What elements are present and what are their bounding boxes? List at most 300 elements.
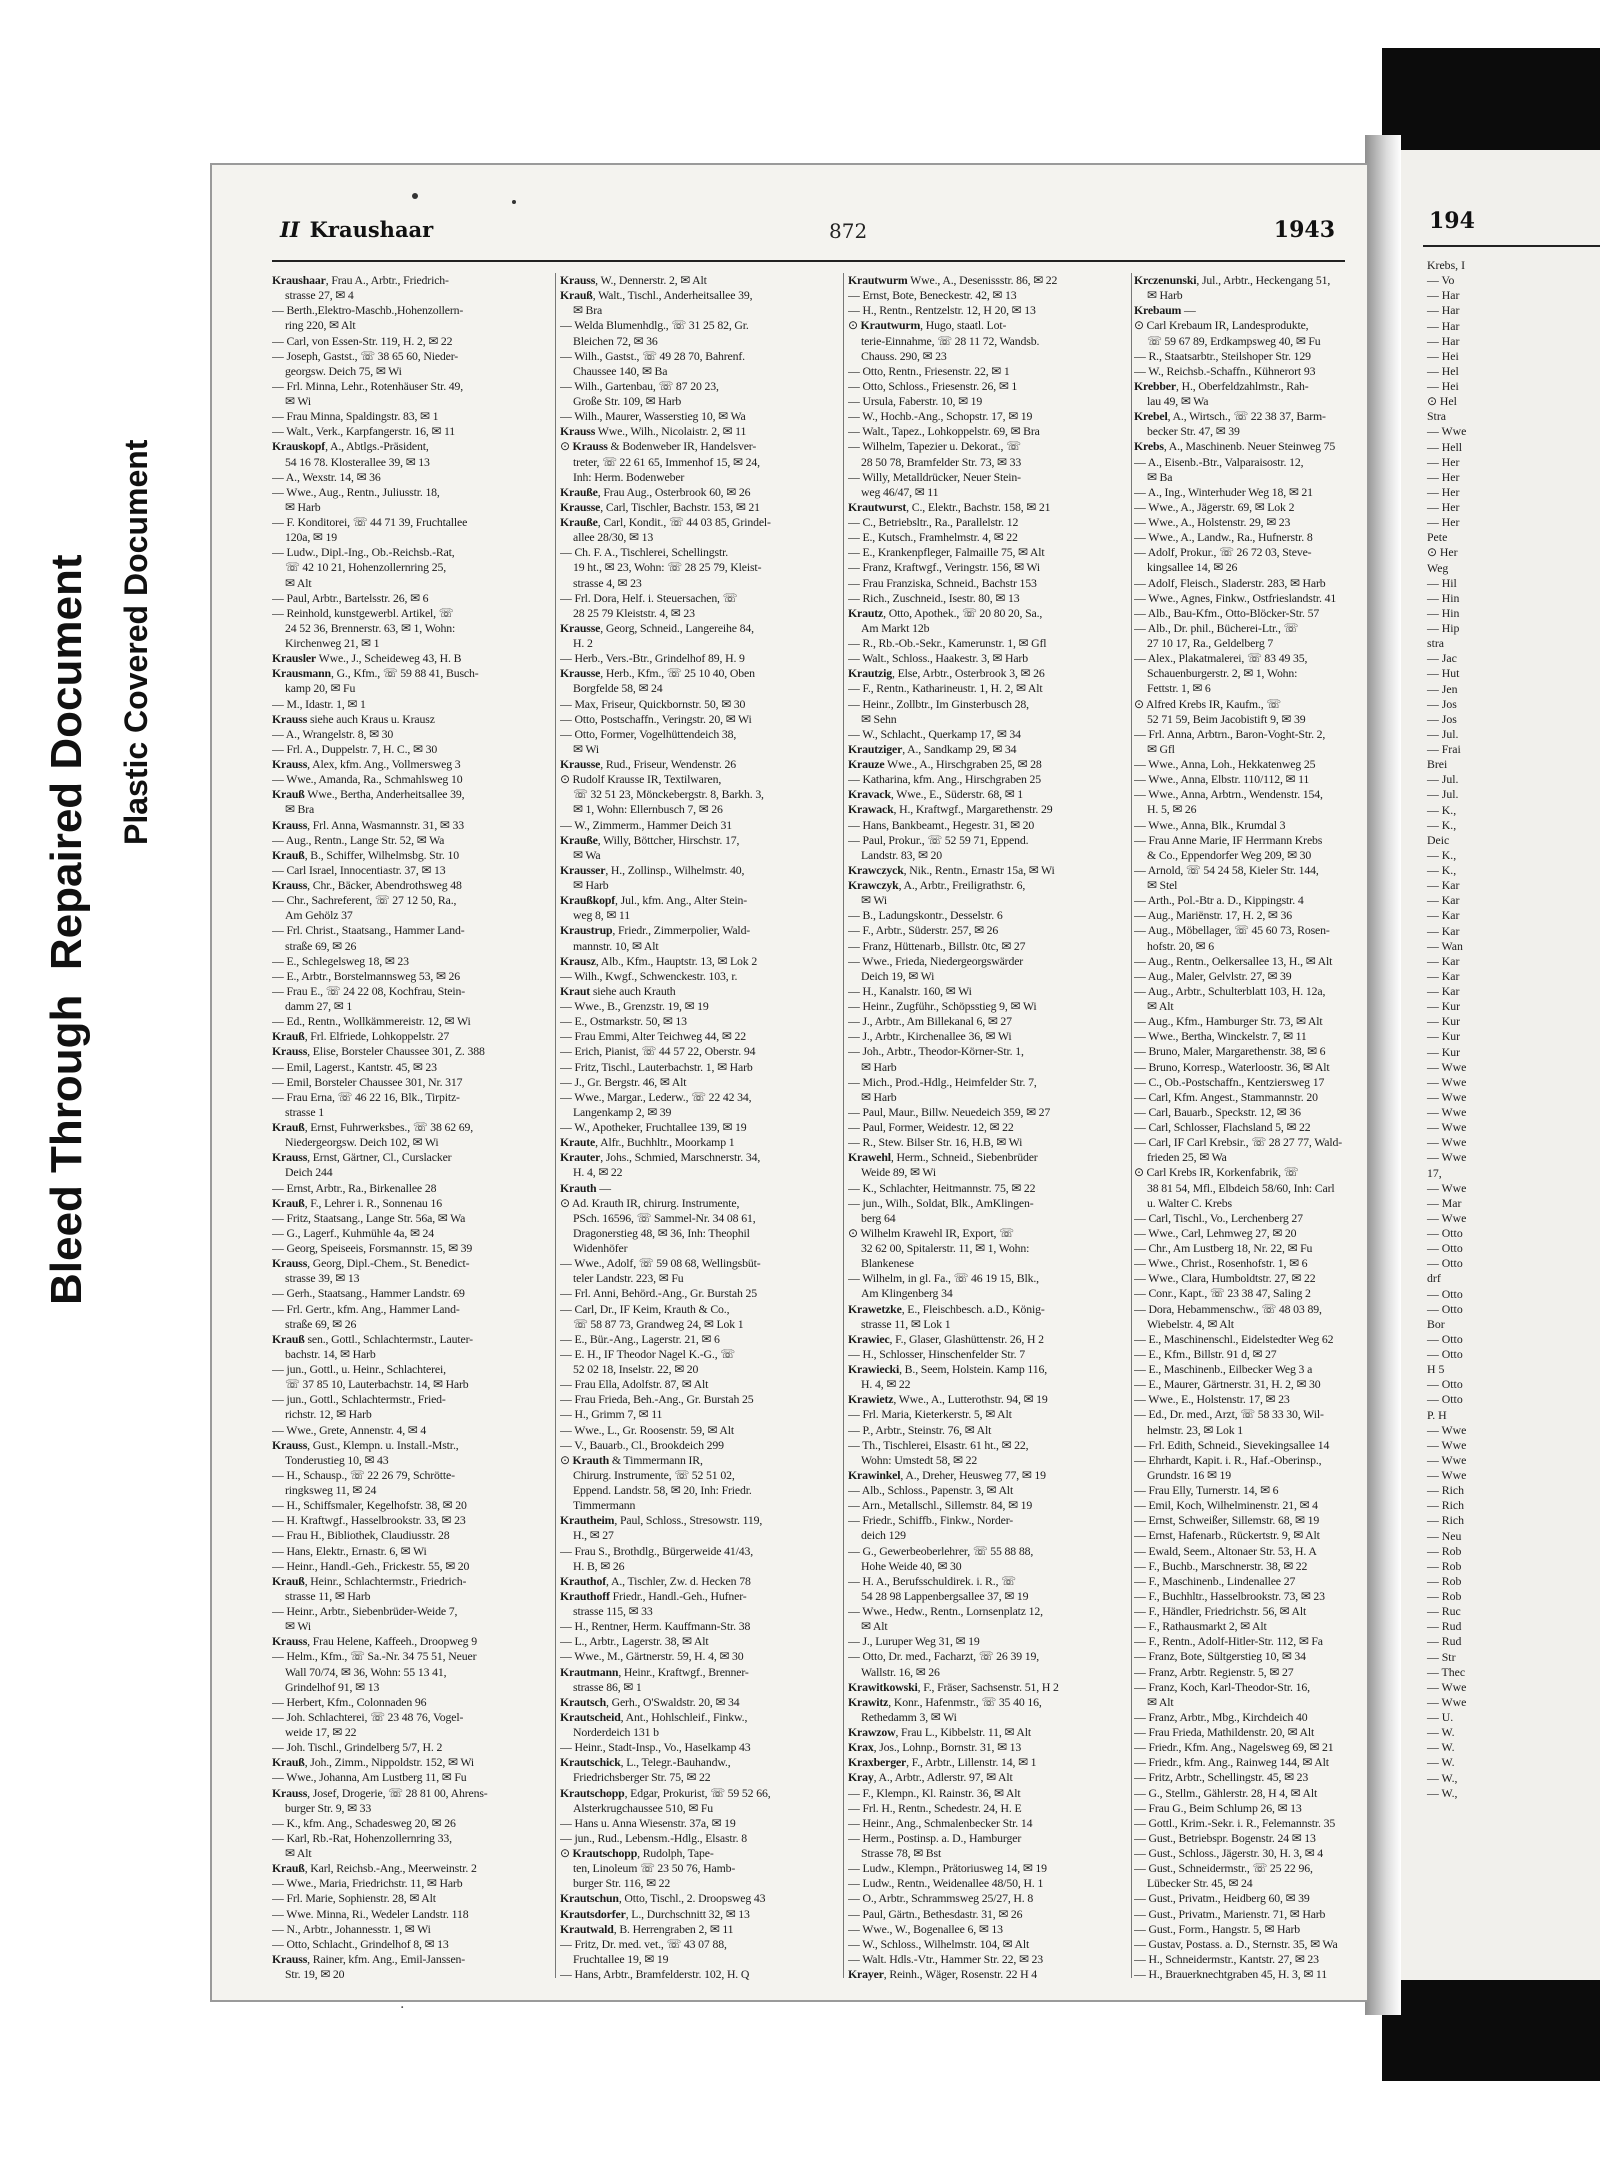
adjacent-page-line: — Kar [1427, 893, 1460, 908]
directory-line: — Hans, Arbtr., Bramfelderstr. 102, H. Q [560, 1967, 750, 1981]
directory-line: — H., Rentn., Rentzelstr. 12, H 20, ✉ 13 [848, 303, 1036, 318]
directory-line: treter, ☏ 22 61 65, Immenhof 15, ✉ 24, [573, 454, 760, 469]
directory-line: — Frau Elly, Turnerstr. 14, ✉ 6 [1134, 1483, 1279, 1497]
directory-line: — Carl Israel, Innocentiastr. 37, ✉ 13 [272, 862, 446, 877]
directory-line: — Carl, Schlosser, Flachsland 5, ✉ 22 [1134, 1120, 1311, 1134]
adjacent-page-line: — Hin [1427, 590, 1460, 605]
directory-line: — Franz, Hüttenarb., Billstr. 0tc, ✉ 27 [848, 938, 1026, 953]
directory-line: 28 50 78, Bramfelder Str. 73, ✉ 33 [861, 454, 1022, 469]
directory-line: — H., Schneidermstr., Kantstr. 27, ✉ 23 [1134, 1951, 1319, 1966]
directory-line: — Heinr., Ang., Schmalenbecker Str. 14 [848, 1815, 1033, 1830]
adjacent-page-line: — Wwe [1427, 1089, 1467, 1104]
directory-line: — Frl. H., Rentn., Schedestr. 24, H. E [848, 1800, 1022, 1815]
adjacent-page-line: — W., [1427, 1785, 1458, 1800]
directory-line: Krautsdorfer, L., Durchschnitt 32, ✉ 13 [560, 1906, 750, 1921]
directory-line: — W., Schlacht., Querkamp 17, ✉ 34 [848, 726, 1021, 741]
directory-line: — Frau Emmi, Alter Teichweg 44, ✉ 22 [560, 1029, 746, 1044]
header-keyword: Kraushaar [309, 217, 434, 242]
directory-line: deich 129 [861, 1528, 906, 1543]
directory-line: — J., Gr. Bergstr. 46, ✉ Alt [560, 1074, 687, 1089]
directory-line: — Reinhold, kunstgewerbl. Artikel, ☏ [272, 605, 454, 620]
directory-line: — Ludw., Dipl.-Ing., Ob.-Reichsb.-Rat, [272, 545, 455, 560]
directory-line: 52 02 18, Inselstr. 22, ✉ 20 [573, 1362, 699, 1376]
directory-line: Krauthoff Friedr., Handl.-Geh., Hufner- [560, 1588, 747, 1603]
directory-line: — Gust., Schloss., Jägerstr. 30, H. 3, ✉ 4 [1134, 1846, 1324, 1860]
directory-line: Grindelhof 91, ✉ 13 [285, 1679, 380, 1694]
directory-line: Krauss, Alex, kfm. Ang., Vollmersweg 3 [272, 757, 461, 771]
directory-line: ☏ 59 67 89, Erdkampsweg 40, ✉ Fu [1147, 333, 1321, 348]
adjacent-page-line: — Her [1427, 500, 1460, 514]
directory-line: — Joh. Tischl., Grindelberg 5/7, H. 2 [272, 1740, 443, 1755]
directory-line: — Katharina, kfm. Ang., Hirschgraben 25 [848, 772, 1042, 787]
directory-line: — Wwe., Grete, Annenstr. 4, ✉ 4 [272, 1422, 427, 1437]
directory-line: — F. Konditorei, ☏ 44 71 39, Fruchtallee [272, 515, 468, 529]
adjacent-page-line: — Wwe [1427, 1422, 1467, 1437]
directory-line: Krausler Wwe., J., Scheideweg 43, H. B [272, 651, 462, 666]
directory-line: Krauß, F., Lehrer i. R., Sonnenau 16 [272, 1195, 442, 1210]
directory-line: Krauß, Ernst, Fuhrwerksbes., ☏ 38 62 69, [272, 1120, 474, 1134]
directory-line: — Walt., Schloss., Haakestr. 3, ✉ Harb [848, 651, 1028, 666]
directory-line: — Erich, Pianist, ☏ 44 57 22, Oberstr. 94 [560, 1044, 756, 1059]
directory-line: Krawiecki, B., Seem, Holstein. Kamp 116, [848, 1362, 1048, 1376]
directory-line: H. 4, ✉ 22 [861, 1377, 911, 1392]
adjacent-page-line: — Hil [1427, 575, 1457, 590]
directory-line: Blankenese [861, 1256, 914, 1271]
directory-line: — Wwe., Adolf, ☏ 59 08 68, Wellingsbüt- [560, 1256, 761, 1271]
directory-line: ⊙ Alfred Krebs IR, Kaufm., ☏ [1134, 696, 1281, 711]
directory-line: — Chr., Sachreferent, ☏ 27 12 50, Ra., [272, 893, 457, 908]
adjacent-page-line: — K., [1427, 817, 1457, 832]
directory-line: — Wwe., Clara, Humboldtstr. 27, ✉ 22 [1134, 1271, 1316, 1286]
directory-line: — K., kfm. Ang., Schadesweg 20, ✉ 26 [272, 1815, 456, 1830]
adjacent-page-line: Krebs, I [1427, 258, 1466, 272]
directory-line: — Wwe., Bertha, Winckelstr. 7, ✉ 11 [1134, 1029, 1307, 1044]
directory-line: — Carl, IF Carl Krebsir., ☏ 28 27 77, Wald- [1134, 1135, 1342, 1150]
adjacent-page-line: ⊙ Her [1427, 545, 1458, 560]
directory-line: georgsw. Deich 75, ✉ Wi [285, 363, 402, 378]
directory-line: ✉ Stel [1147, 878, 1178, 892]
directory-line: — Max, Friseur, Quickbornstr. 50, ✉ 30 [560, 696, 746, 711]
directory-line: — Otto, Postschaffn., Veringstr. 20, ✉ Wi [560, 711, 752, 726]
directory-line: straße 69, ✉ 26 [285, 938, 357, 953]
adjacent-page-line: — Har [1427, 303, 1460, 318]
directory-line: — Karl, Rb.-Rat, Hohenzollernring 33, [272, 1830, 452, 1845]
directory-line: — Heinr., Zollbtr., Im Ginsterbusch 28, [848, 696, 1029, 711]
directory-line: Krawiec, F., Glaser, Glashüttenstr. 26, H 2 [848, 1331, 1044, 1346]
directory-line: Krauß, Heinr., Schlachtermstr., Friedrich- [272, 1573, 467, 1588]
directory-line: — Welda Blumenhdlg., ☏ 31 25 82, Gr. [560, 318, 749, 333]
directory-line: — Walt., Tapez., Lohkoppelstr. 69, ✉ Bra [848, 424, 1040, 439]
directory-line: Am Klingenberg 34 [861, 1286, 953, 1301]
directory-line: — G., Lagerf., Kuhmühle 4a, ✉ 24 [272, 1225, 435, 1240]
directory-line: — Wwe. Minna, Ri., Wedeler Landstr. 118 [272, 1906, 469, 1921]
adjacent-page-line: — Her [1427, 454, 1460, 469]
directory-line: ten, Linoleum ☏ 23 50 76, Hamb- [573, 1861, 736, 1876]
directory-line: — Frau Minna, Spaldingstr. 83, ✉ 1 [272, 409, 439, 424]
adjacent-page-line: — Wwe [1427, 1135, 1467, 1150]
directory-line: — F., Buchhltr., Hasselbrookstr. 73, ✉ 23 [1134, 1588, 1325, 1603]
directory-line: Krausse, Carl, Tischler, Bachstr. 153, ✉ 21 [560, 499, 760, 514]
adjacent-page-line: — Otto [1427, 1241, 1463, 1256]
adjacent-page-line: — Wwe [1427, 1679, 1467, 1694]
directory-line: Landstr. 83, ✉ 20 [861, 847, 943, 862]
adjacent-page-line: ⊙ Hel [1427, 394, 1457, 409]
directory-line: — F., Arbtr., Süderstr. 257, ✉ 26 [848, 923, 999, 938]
directory-page [210, 163, 1369, 2002]
directory-line: helmstr. 23, ✉ Lok 1 [1147, 1422, 1244, 1437]
directory-line: — J., Luruper Weg 31, ✉ 19 [848, 1634, 980, 1649]
directory-line: Krebaum — [1134, 303, 1196, 318]
directory-line: — Arn., Metallschl., Sillemstr. 84, ✉ 19 [848, 1498, 1033, 1513]
directory-line [272, 1982, 549, 1983]
directory-line: — Herbert, Kfm., Colonnaden 96 [272, 1694, 427, 1709]
directory-line: — Ludw., Klempn., Prätoriusweg 14, ✉ 19 [848, 1861, 1047, 1876]
directory-line: Krautwald, B. Herrengraben 2, ✉ 11 [560, 1921, 734, 1936]
adjacent-page-line: — Kar [1427, 878, 1460, 893]
plastic-covered-stamp: Plastic Covered Document [118, 439, 154, 845]
volume-label: II [280, 217, 300, 242]
directory-line: — Wwe., A., Jägerstr. 69, ✉ Lok 2 [1134, 499, 1295, 514]
column-divider [555, 273, 556, 1978]
directory-line: ringksweg 11, ✉ 24 [285, 1483, 377, 1497]
directory-line: — F., Buchb., Marschnerstr. 38, ✉ 22 [1134, 1558, 1308, 1573]
adjacent-page-line: — Otto [1427, 1286, 1463, 1301]
directory-line: — Gustav, Postass. a. D., Sternstr. 35, ✉ Wa [1134, 1936, 1338, 1951]
directory-line: Borgfelde 58, ✉ 24 [573, 681, 663, 696]
directory-line: — Arth., Pol.-Btr a. D., Kippingstr. 4 [1134, 893, 1304, 908]
adjacent-page-line: — Kar [1427, 968, 1460, 983]
directory-line: — Wilhelm, in gl. Fa., ☏ 46 19 15, Blk., [848, 1271, 1039, 1286]
directory-line: Kravack, Wwe., E., Süderstr. 68, ✉ 1 [848, 787, 1023, 802]
directory-line: — W., Reichsb.-Schaffn., Kühnerort 93 [1134, 363, 1316, 378]
page-header [212, 217, 1367, 255]
directory-line: strasse 11, ✉ Lok 1 [861, 1316, 951, 1331]
directory-line: Kraustrup, Friedr., Zimmerpolier, Wald- [560, 923, 751, 938]
directory-line: — Frl. Edith, Schneid., Sievekingsallee 14 [1134, 1437, 1330, 1452]
adjacent-page-line: — Otto [1427, 1377, 1463, 1392]
directory-line: Wohn: Umstedt 58, ✉ 22 [861, 1452, 978, 1467]
directory-line: — E., Arbtr., Borstelmannsweg 53, ✉ 26 [272, 968, 461, 983]
directory-line: Große Str. 109, ✉ Harb [573, 394, 682, 408]
directory-line: — G., Gewerbeoberlehrer, ☏ 55 88 88, [848, 1543, 1034, 1558]
directory-line: Krawinkel, A., Dreher, Heusweg 77, ✉ 19 [848, 1467, 1046, 1482]
directory-line: — Frau Anne Marie, IF Herrmann Krebs [1134, 832, 1323, 847]
directory-line: 54 16 78. Klosterallee 39, ✉ 13 [285, 454, 430, 469]
directory-line: Kraxberger, F., Arbtr., Lillenstr. 14, ✉ 1 [848, 1755, 1037, 1770]
adjacent-page-line: — Her [1427, 469, 1460, 484]
directory-line: 28 25 79 Kleiststr. 4, ✉ 23 [573, 605, 695, 620]
directory-line: ✉ Alt [285, 575, 312, 590]
directory-line: Krauss, Georg, Dipl.-Chem., St. Benedict- [272, 1256, 470, 1271]
directory-line: Krauße, Frau Aug., Osterbrook 60, ✉ 26 [560, 484, 751, 499]
directory-line: — R., Staatsarbtr., Steilshoper Str. 129 [1134, 348, 1311, 363]
directory-line: Kraute, Alfr., Buchhltr., Moorkamp 1 [560, 1135, 735, 1150]
directory-line: — Carl, Kfm. Angest., Stammannstr. 20 [1134, 1089, 1318, 1104]
directory-line: — Paul, Prokur., ☏ 52 59 71, Eppend. [848, 832, 1029, 847]
directory-line: — Aug., Arbtr., Schulterblatt 103, H. 12a, [1134, 983, 1326, 998]
directory-line: Deich 244 [285, 1165, 333, 1180]
header-rule [272, 260, 1345, 262]
directory-line [1134, 1982, 1342, 1983]
adjacent-page-line: — Rud [1427, 1619, 1462, 1634]
directory-line: — A., Eisenb.-Btr., Valparaisostr. 12, [1134, 454, 1304, 469]
directory-line: Kirchenweg 21, ✉ 1 [285, 636, 380, 650]
adjacent-page-line: — Kur [1427, 1014, 1461, 1029]
scan-bar-top-right [1382, 48, 1600, 166]
directory-line: Widenhöfer [573, 1241, 628, 1255]
directory-line [560, 1982, 837, 1983]
directory-line: H. 2 [573, 636, 593, 650]
directory-line: Krawietz, Wwe., A., Lutterothstr. 94, ✉ 19 [848, 1392, 1048, 1407]
adjacent-page-year: 194 [1429, 208, 1475, 234]
directory-line: Inh: Herm. Bodenweber [573, 469, 685, 484]
adjacent-page-line: Bor [1427, 1316, 1445, 1331]
adjacent-page-line: — Her [1427, 484, 1460, 499]
directory-line: Krauße, Carl, Kondit., ☏ 44 03 85, Grindel- [560, 515, 771, 529]
directory-line: kamp 20, ✉ Fu [285, 681, 356, 696]
directory-line: — Bruno, Korresp., Waterloostr. 36, ✉ Alt [1134, 1059, 1330, 1074]
directory-line: strasse 27, ✉ 4 [285, 288, 354, 303]
directory-line: — Frau G., Beim Schlump 26, ✉ 13 [1134, 1800, 1302, 1815]
directory-line: ✉ Sehn [861, 711, 897, 726]
adjacent-page-line: — Neu [1427, 1528, 1462, 1543]
directory-line: — Otto, Schloss., Friesenstr. 26, ✉ 1 [848, 378, 1018, 393]
adjacent-page-line: — Wwe [1427, 1059, 1467, 1074]
directory-line: Krauss, W., Dennerstr. 2, ✉ Alt [560, 273, 707, 287]
directory-line: — Joh., Arbtr., Theodor-Körner-Str. 1, [848, 1044, 1024, 1059]
directory-line: — Berth.,Elektro-Maschb.,Hohenzollern- [272, 303, 464, 318]
directory-line: Deich 19, ✉ Wi [861, 968, 935, 983]
adjacent-page-line: — Wwe [1427, 1074, 1467, 1089]
directory-line: 54 28 98 Lappenbergsallee 37, ✉ 19 [861, 1588, 1029, 1603]
directory-line: Bleichen 72, ✉ 36 [573, 333, 658, 348]
directory-line: — Gust., Privatm., Marienstr. 71, ✉ Harb [1134, 1906, 1326, 1921]
directory-line: Krauß, B., Schiffer, Wilhelmsbg. Str. 10 [272, 847, 459, 862]
adjacent-page-line: — Rud [1427, 1634, 1462, 1649]
directory-line: Krauß, Frl. Elfriede, Lohkoppelstr. 27 [272, 1029, 450, 1044]
directory-line: — Ch. F. A., Tischlerei, Schellingstr. [560, 545, 729, 560]
directory-line: H., ✉ 27 [573, 1528, 614, 1543]
directory-line: — O., Arbtr., Schrammsweg 25/27, H. 8 [848, 1891, 1034, 1906]
directory-line: ⊙ Krauss & Bodenweber IR, Handelsver- [560, 439, 757, 454]
column-3 [848, 273, 1125, 1983]
adjacent-page-line: — Hel [1427, 363, 1459, 378]
directory-line: — Wwe., Aug., Rentn., Juliusstr. 18, [272, 484, 440, 499]
adjacent-page-line: Stra [1427, 409, 1447, 424]
directory-line: 27 10 17, Ra., Geldelberg 7 [1147, 636, 1274, 650]
adjacent-page-line: Pete [1427, 530, 1448, 545]
directory-line: — Emil, Borsteler Chaussee 301, Nr. 317 [272, 1074, 463, 1089]
directory-line: — Ed., Dr. med., Arzt, ☏ 58 33 30, Wil- [1134, 1407, 1324, 1422]
directory-line: — J., Arbtr., Am Billekanal 6, ✉ 27 [848, 1014, 1012, 1029]
directory-line: — Heinr., Stadt-Insp., Vo., Haselkamp 43 [560, 1740, 751, 1755]
directory-line: — Alex., Plakatmalerei, ☏ 83 49 35, [1134, 651, 1308, 666]
directory-line: ✉ Harb [1147, 288, 1183, 303]
directory-line: 52 71 59, Beim Jacobistift 9, ✉ 39 [1147, 711, 1306, 726]
directory-line: strasse 4, ✉ 23 [573, 575, 642, 590]
adjacent-page-line: — Wwe [1427, 424, 1467, 439]
directory-line: — Frau S., Brothdlg., Bürgerweide 41/43, [560, 1543, 754, 1558]
adjacent-page-line: — Jul. [1427, 772, 1459, 787]
directory-line: — Frl. Anna, Arbtrn., Baron-Voght-Str. 2, [1134, 726, 1326, 741]
directory-line: Krautschick, L., Telegr.-Bauhandw., [560, 1755, 731, 1770]
directory-line: — Paul, Former, Weidestr. 12, ✉ 22 [848, 1120, 1014, 1134]
directory-line: 24 52 36, Brennerstr. 63, ✉ 1, Wohn: [285, 620, 456, 635]
directory-line: — jun., Gottl., u. Heinr., Schlachterei, [272, 1362, 446, 1376]
adjacent-page-line: — Vo [1427, 273, 1455, 288]
header-year: 1943 [1273, 217, 1335, 243]
directory-line: — Aug., Kfm., Hamburger Str. 73, ✉ Alt [1134, 1014, 1323, 1029]
directory-line: — F., Händler, Friedrichstr. 56, ✉ Alt [1134, 1604, 1307, 1618]
directory-line: — Wilh., Maurer, Wasserstieg 10, ✉ Wa [560, 409, 746, 424]
directory-line: — Fritz, Tischl., Lauterbachstr. 1, ✉ Harb [560, 1059, 753, 1074]
directory-line: — Carl, Bauarb., Speckstr. 12, ✉ 36 [1134, 1104, 1301, 1119]
directory-line: — Wwe., L., Gr. Roosenstr. 59, ✉ Alt [560, 1422, 735, 1437]
directory-line: — Gust., Schneidermstr., ☏ 25 22 96, [1134, 1861, 1313, 1876]
directory-line: — Hans, Bankbeamt., Hegestr. 31, ✉ 20 [848, 817, 1035, 832]
column-4 [1134, 273, 1342, 1983]
directory-line: — Chr., Am Lustberg 18, Nr. 22, ✉ Fu [1134, 1241, 1313, 1255]
directory-line: Krautmann, Heinr., Kraftwgf., Brenner- [560, 1664, 749, 1679]
directory-line: — Walt. Hdls.-Vtr., Hammer Str. 22, ✉ 23 [848, 1951, 1044, 1966]
directory-line: ⊙ Rudolf Krausse IR, Textilwaren, [560, 772, 722, 787]
directory-line: 120a, ✉ 19 [285, 530, 337, 545]
directory-line: — Wilhelm, Tapezier u. Dekorat., ☏ [848, 439, 1021, 454]
directory-line: Krauss, Elise, Borsteler Chaussee 301, Z. 388 [272, 1044, 485, 1059]
directory-line: Krawzow, Frau L., Kibbelstr. 11, ✉ Alt [848, 1725, 1031, 1739]
directory-line: — Franz, Kraftwgf., Veringstr. 156, ✉ Wi [848, 560, 1041, 575]
directory-line: damm 27, ✉ 1 [285, 999, 353, 1013]
adjacent-page-line: — Jul. [1427, 787, 1459, 802]
directory-line: Krawack, H., Kraftwgf., Margarethenstr. 29 [848, 802, 1053, 817]
directory-line: — Fritz, Staatsang., Lange Str. 56a, ✉ Wa [272, 1210, 466, 1225]
directory-line: Krauss, Josef, Drogerie, ☏ 28 81 00, Ahrens- [272, 1785, 488, 1800]
directory-line: Krauss, Frl. Anna, Wasmannstr. 31, ✉ 33 [272, 817, 464, 832]
directory-line: — W., Zimmerm., Hammer Deich 31 [560, 817, 732, 832]
directory-line [848, 1982, 1125, 1983]
adjacent-page-line: — Wwe [1427, 1452, 1467, 1467]
directory-line: Krawitkowski, F., Fräser, Sachsenstr. 51, H 2 [848, 1679, 1059, 1694]
directory-line: ☏ 37 85 10, Lauterbachstr. 14, ✉ Harb [285, 1377, 469, 1392]
adjacent-page-line: — Rob [1427, 1543, 1462, 1558]
directory-line: Krauskopf, A., Abtlgs.-Präsident, [272, 439, 429, 454]
directory-line: — Aug., Rentn., Oelkersallee 13, H., ✉ Alt [1134, 953, 1333, 968]
directory-line: — Willy, Metalldrücker, Neuer Stein- [848, 469, 1021, 484]
adjacent-page-line: — Her [1427, 515, 1460, 530]
directory-line: — Fritz, Dr. med. vet., ☏ 43 07 88, [560, 1936, 727, 1951]
directory-line: Strasse 78, ✉ Bst [861, 1846, 942, 1860]
directory-line: — C., Ob.-Postschaffn., Kentziersweg 17 [1134, 1074, 1325, 1089]
adjacent-page-line: — Kar [1427, 923, 1460, 938]
adjacent-page-line: — Rob [1427, 1573, 1462, 1588]
adjacent-page-line: — Jos [1427, 711, 1457, 726]
directory-line: Lübecker Str. 45, ✉ 24 [1147, 1876, 1253, 1891]
directory-line: — F., Maschinenb., Lindenallee 27 [1134, 1573, 1296, 1588]
directory-line: — V., Bauarb., Cl., Brookdeich 299 [560, 1437, 724, 1452]
adjacent-page-line: — Hut [1427, 666, 1460, 681]
directory-line: — Franz, Arbtr. Regienstr. 5, ✉ 27 [1134, 1664, 1294, 1679]
directory-line: Krauß, Karl, Reichsb.-Ang., Meerweinstr. 2 [272, 1861, 477, 1876]
directory-line: — Paul, Gärtn., Bethesdastr. 31, ✉ 26 [848, 1906, 1023, 1921]
directory-line: Krauße, Willy, Böttcher, Hirschstr. 17, [560, 832, 740, 847]
adjacent-page-line: — Hell [1427, 439, 1463, 454]
directory-line: Krausse, Herb., Kfm., ☏ 25 10 40, Oben [560, 666, 755, 681]
directory-line: — Frau Frieda, Beh.-Ang., Gr. Burstah 25 [560, 1392, 754, 1407]
directory-line: — Wwe., E., Holstenstr. 17, ✉ 23 [1134, 1392, 1290, 1407]
directory-line: teler Landstr. 223, ✉ Fu [573, 1271, 684, 1286]
directory-line: — Wwe., Anna, Loh., Hekkatenweg 25 [1134, 757, 1316, 771]
directory-line: H. 5, ✉ 26 [1147, 802, 1197, 817]
adjacent-page-line: drf [1427, 1271, 1441, 1286]
directory-line: ⊙ Wilhelm Krawehl IR, Export, ☏ [848, 1225, 1014, 1240]
directory-line: — Wwe., Margar., Lederw., ☏ 22 42 34, [560, 1089, 752, 1104]
directory-line: Krauss, Gust., Klempn. u. Install.-Mstr., [272, 1437, 459, 1452]
directory-line: — Wilh., Gastst., ☏ 49 28 70, Bahrenf. [560, 348, 745, 363]
directory-line: Chauss. 290, ✉ 23 [861, 348, 947, 363]
adjacent-page-line: — Frai [1427, 742, 1461, 756]
directory-line: Krawitz, Konr., Hafenmstr., ☏ 35 40 16, [848, 1694, 1042, 1709]
directory-line: Krauth — [560, 1180, 611, 1195]
directory-line: Krauze Wwe., A., Hirschgraben 25, ✉ 28 [848, 757, 1042, 771]
directory-line: Schauenburgerstr. 2, ✉ 1, Wohn: [1147, 666, 1298, 681]
directory-line: ✉ 1, Wohn: Ellernbusch 7, ✉ 26 [573, 802, 723, 817]
directory-line: — jun., Rud., Lebensm.-Hdlg., Elsastr. 8 [560, 1830, 747, 1845]
directory-line: strasse 86, ✉ 1 [573, 1679, 642, 1694]
directory-line: Langenkamp 2, ✉ 39 [573, 1104, 672, 1119]
directory-line: — W., Apotheker, Fruchtallee 139, ✉ 19 [560, 1120, 747, 1134]
page-dot [512, 200, 516, 204]
directory-line: lau 49, ✉ Wa [1147, 394, 1209, 408]
directory-line: — Wwe., M., Gärtnerstr. 59, H. 4, ✉ 30 [560, 1649, 744, 1664]
directory-line: — A., Wexstr. 14, ✉ 36 [272, 469, 381, 484]
directory-line: — E. H., IF Theodor Nagel K.-G., ☏ [560, 1346, 735, 1361]
directory-line: Krawehl, Herm., Schneid., Siebenbrüder [848, 1150, 1038, 1165]
directory-line: — Frau Frieda, Mathildenstr. 20, ✉ Alt [1134, 1725, 1315, 1739]
directory-line: Krautsch, Gerh., O'Swaldstr. 20, ✉ 34 [560, 1694, 740, 1709]
directory-line: — Ernst, Bote, Beneckestr. 42, ✉ 13 [848, 288, 1017, 303]
adjacent-page-line: — Otto [1427, 1392, 1463, 1407]
directory-line: bachstr. 14, ✉ Harb [285, 1346, 376, 1361]
directory-line: ✉ Ba [1147, 469, 1173, 484]
directory-line: — Alb., Schloss., Papenstr. 3, ✉ Alt [848, 1483, 1014, 1497]
directory-line: — Adolf, Prokur., ☏ 26 72 03, Steve- [1134, 545, 1312, 560]
directory-line: — Paul, Maur., Billw. Neuedeich 359, ✉ 27 [848, 1104, 1051, 1119]
directory-line: — E., Ostmarkstr. 50, ✉ 13 [560, 1014, 687, 1029]
directory-line: — Wwe., B., Grenzstr. 19, ✉ 19 [560, 999, 709, 1013]
directory-line: — Franz, Arbtr., Mbg., Kirchdeich 40 [1134, 1709, 1308, 1724]
directory-line: — Alb., Bau-Kfm., Otto-Blöcker-Str. 57 [1134, 605, 1320, 620]
directory-line: ✉ Wi [861, 893, 887, 908]
adjacent-page-line: — Har [1427, 318, 1460, 333]
directory-line: — Paul, Arbtr., Bartelsstr. 26, ✉ 6 [272, 590, 429, 605]
directory-line: — Rich., Zuschneid., Isestr. 80, ✉ 13 [848, 590, 1020, 605]
directory-line: ✉ Wi [285, 1619, 311, 1634]
directory-line: Alsterkrugchaussee 510, ✉ Fu [573, 1800, 714, 1815]
directory-line: — Carl, Tischl., Vo., Lerchenberg 27 [1134, 1210, 1303, 1225]
directory-line: Tonderustieg 10, ✉ 43 [285, 1452, 389, 1467]
directory-line: — Ewald, Seem., Altonaer Str. 53, H. A [1134, 1543, 1317, 1558]
directory-line: — F., Klempn., Kl. Rainstr. 36, ✉ Alt [848, 1785, 1021, 1800]
directory-line: — J., Arbtr., Kirchenallee 36, ✉ Wi [848, 1029, 1012, 1044]
directory-line: ⊙ Krauth & Timmermann IR, [560, 1452, 703, 1467]
directory-line: hofstr. 20, ✉ 6 [1147, 938, 1214, 953]
directory-line: — Friedr., Schiffb., Finkw., Norder- [848, 1513, 1014, 1528]
directory-line: Krauß sen., Gottl., Schlachtermstr., Lauter- [272, 1331, 473, 1346]
directory-line: — Frau Ella, Adolfstr. 87, ✉ Alt [560, 1377, 709, 1392]
directory-line: — Wwe., Frieda, Niedergeorgswärder [848, 953, 1024, 968]
directory-line: Grundstr. 16 ✉ 19 [1147, 1467, 1232, 1482]
directory-line: 38 81 54, Mfl., Elbdeich 58/60, Inh: Carl [1147, 1180, 1335, 1195]
